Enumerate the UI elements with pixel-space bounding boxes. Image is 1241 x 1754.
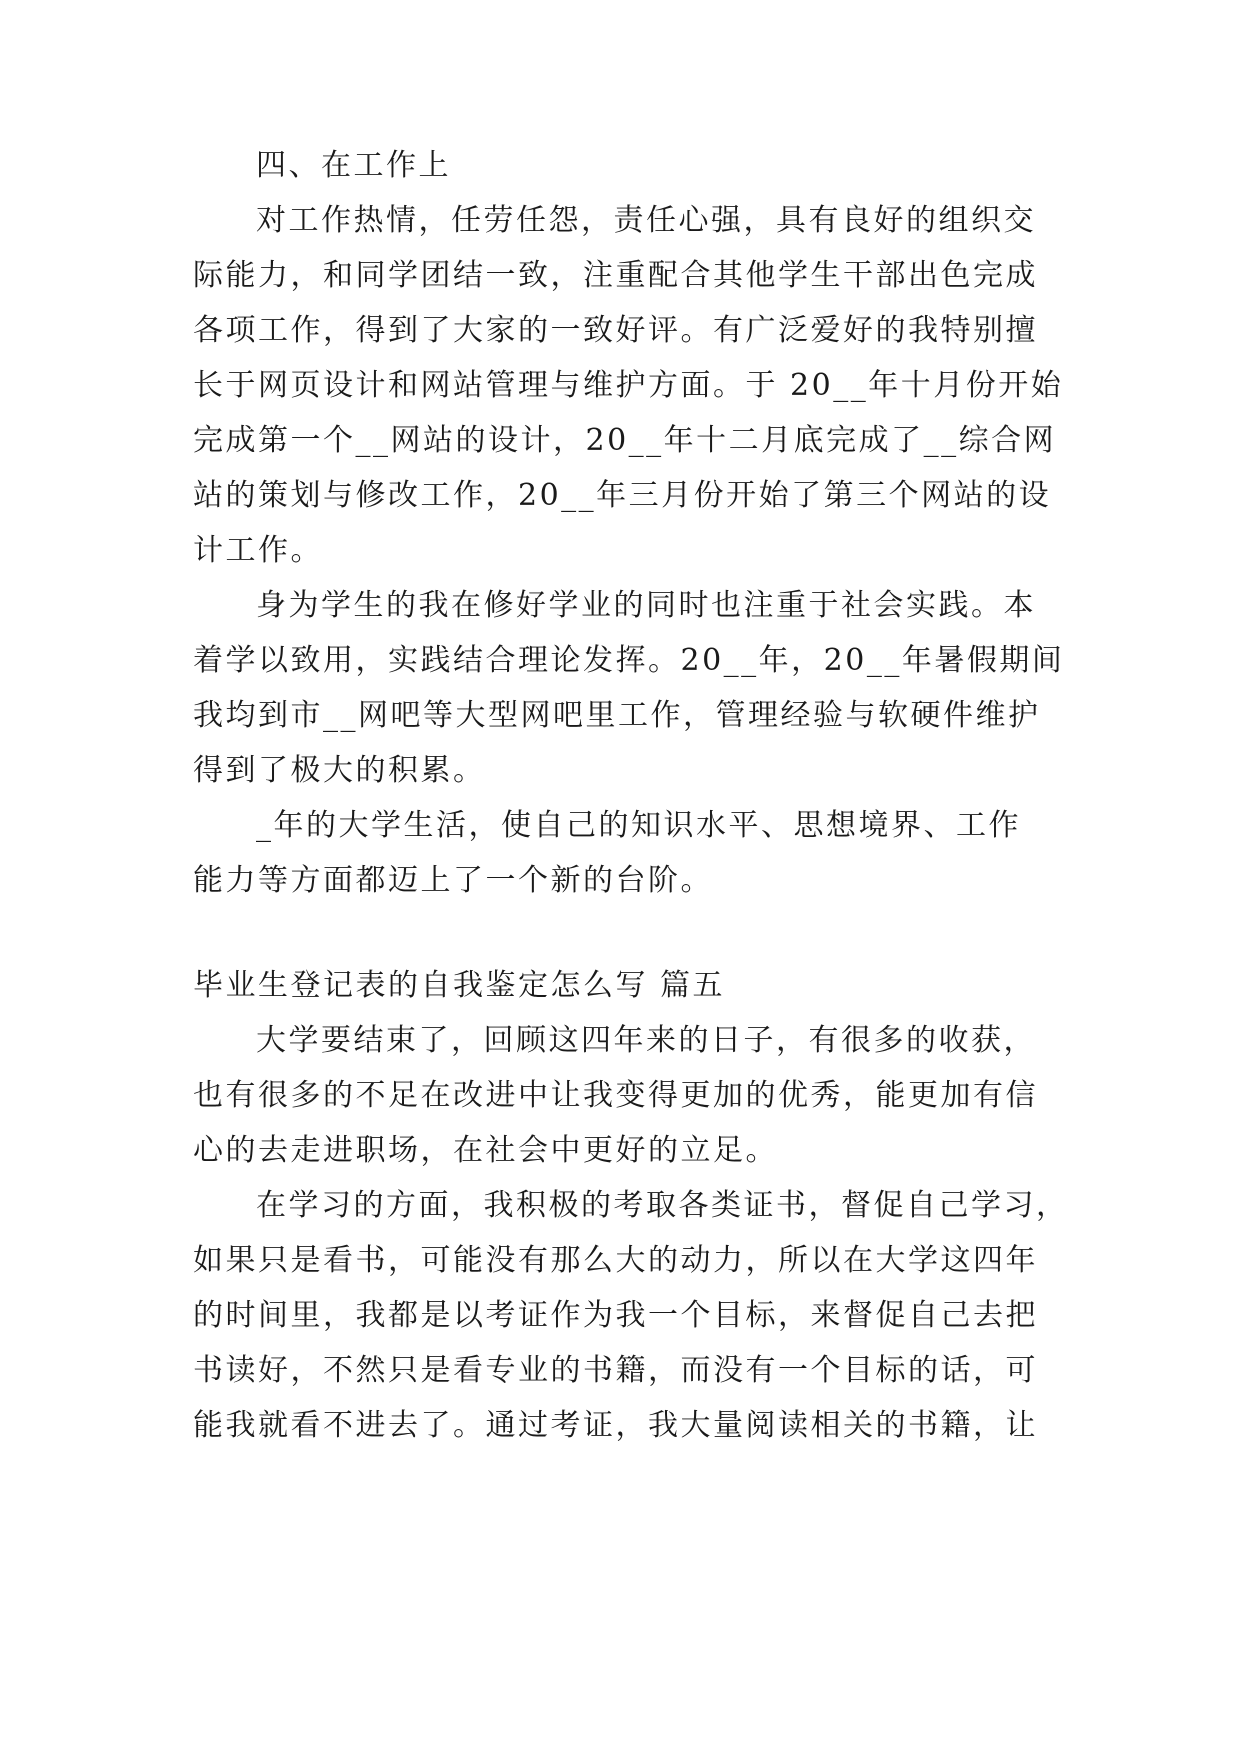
paragraph-line: 各项工作，得到了大家的一致好评。有广泛爱好的我特别擅 <box>193 313 1038 348</box>
paragraph-line: 对工作热情，任劳任怨，责任心强，具有良好的组织交 <box>256 203 1036 238</box>
paragraph-line: 心的去走进职场，在社会中更好的立足。 <box>193 1133 778 1168</box>
paragraph-line: 能力等方面都迈上了一个新的台阶。 <box>193 863 713 898</box>
section-title: 毕业生登记表的自我鉴定怎么写 篇五 <box>193 968 726 1003</box>
paragraph-line: 书读好，不然只是看专业的书籍，而没有一个目标的话，可 <box>193 1353 1038 1388</box>
section-heading: 四、在工作上 <box>256 148 451 183</box>
paragraph-line: 能我就看不进去了。通过考证，我大量阅读相关的书籍，让 <box>193 1408 1038 1443</box>
paragraph-line: 也有很多的不足在改进中让我变得更加的优秀，能更加有信 <box>193 1078 1038 1113</box>
paragraph-line: 大学要结束了，回顾这四年来的日子，有很多的收获， <box>256 1023 1036 1058</box>
paragraph-line: 长于网页设计和网站管理与维护方面。于 20__年十月份开始 <box>193 368 1064 403</box>
paragraph-line: 的时间里，我都是以考证作为我一个目标，来督促自己去把 <box>193 1298 1038 1333</box>
paragraph-line: _年的大学生活，使自己的知识水平、思想境界、工作 <box>256 808 1021 843</box>
paragraph-line: 站的策划与修改工作，20__年三月份开始了第三个网站的设 <box>193 478 1052 513</box>
paragraph-line: 计工作。 <box>193 533 323 568</box>
paragraph-line: 身为学生的我在修好学业的同时也注重于社会实践。本 <box>256 588 1036 623</box>
paragraph-line: 如果只是看书，可能没有那么大的动力，所以在大学这四年 <box>193 1243 1038 1278</box>
paragraph-line: 在学习的方面，我积极的考取各类证书，督促自己学习， <box>256 1188 1069 1223</box>
paragraph-line: 得到了极大的积累。 <box>193 753 486 788</box>
paragraph-line: 我均到市__网吧等大型网吧里工作，管理经验与软硬件维护 <box>193 698 1041 733</box>
paragraph-line: 着学以致用，实践结合理论发挥。20__年，20__年暑假期间 <box>193 643 1065 678</box>
paragraph-line: 完成第一个__网站的设计，20__年十二月底完成了__综合网 <box>193 423 1057 458</box>
paragraph-line: 际能力，和同学团结一致，注重配合其他学生干部出色完成 <box>193 258 1038 293</box>
